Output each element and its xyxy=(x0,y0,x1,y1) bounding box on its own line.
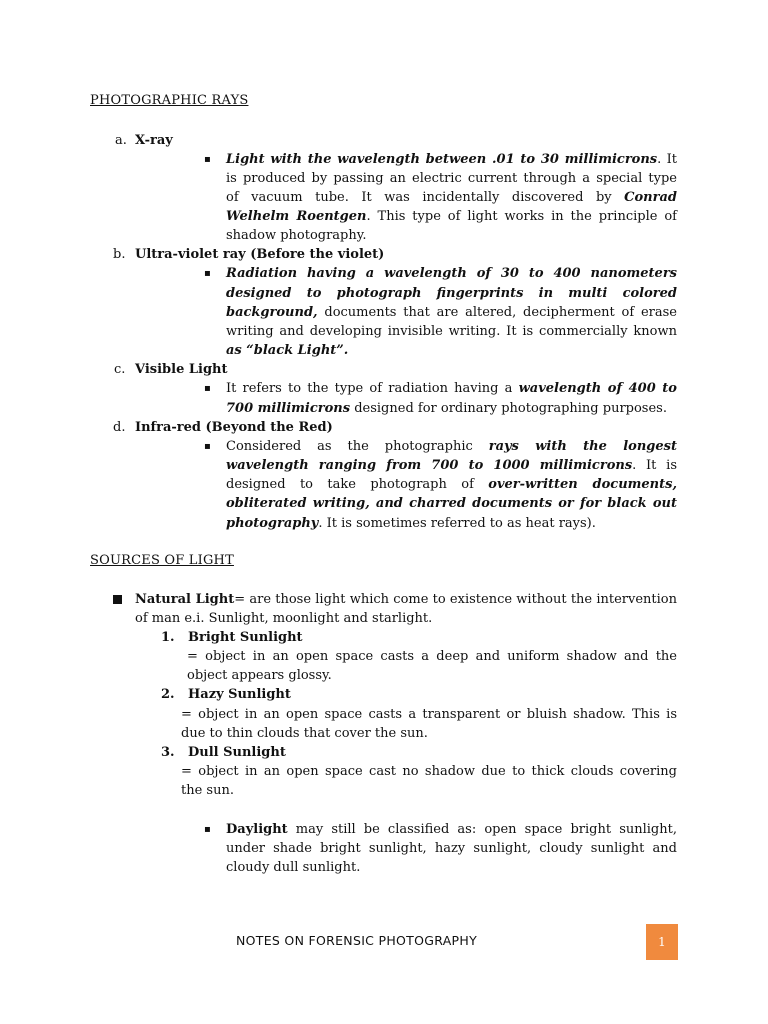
ultraviolet-line-4: writing and developing invisible writing. It is commercially known xyxy=(226,324,677,339)
section-heading-photographic-rays: PHOTOGRAPHIC RAYS xyxy=(90,93,249,108)
bright-sunlight-line-2: object appears glossy. xyxy=(187,668,332,683)
daylight-line-3: cloudy dull sunlight. xyxy=(226,860,361,875)
bullet-icon: ▪ xyxy=(204,268,211,279)
daylight-line-2: under shade bright sunlight, hazy sunlight, cloudy sunlight and xyxy=(226,841,677,856)
page-number-badge: 1 xyxy=(646,924,678,960)
bright-sunlight-title: Bright Sunlight xyxy=(188,630,303,645)
footer-title: NOTES ON FORENSIC PHOTOGRAPHY xyxy=(236,933,478,948)
hazy-sunlight-line-2: due to thin clouds that cover the sun. xyxy=(181,726,428,741)
daylight-line-1: Daylight may still be classified as: open space bright sunlight, xyxy=(226,822,677,837)
list-label-a: a. xyxy=(115,133,127,148)
xray-line-3: of vacuum tube. It was incidentally discovered by Conrad xyxy=(226,190,677,205)
infrared-line-3: designed to take photograph of over-written documents, xyxy=(226,477,677,492)
item-number-1: 1. xyxy=(161,630,175,645)
xray-title: X-ray xyxy=(135,133,173,148)
bullet-icon: ▪ xyxy=(204,824,211,835)
visible-light-title: Visible Light xyxy=(135,362,228,377)
ultraviolet-line-2: designed to photograph fingerprints in multi colored xyxy=(226,286,677,301)
ultraviolet-line-5: as “black Light”. xyxy=(226,343,349,358)
natural-light-line-2: of man e.i. Sunlight, moonlight and starlight. xyxy=(135,611,433,626)
list-label-d: d. xyxy=(113,420,126,435)
infrared-line-5: photography. It is sometimes referred to as heat rays). xyxy=(226,516,596,531)
xray-line-5: shadow photography. xyxy=(226,228,367,243)
item-number-2: 2. xyxy=(161,687,175,702)
dull-sunlight-line-2: the sun. xyxy=(181,783,234,798)
section-heading-sources-of-light: SOURCES OF LIGHT xyxy=(90,553,234,568)
natural-light-line-1: Natural Light= are those light which come to existence without the intervention xyxy=(135,592,677,607)
xray-line-4: Welhelm Roentgen. This type of light works in the principle of xyxy=(226,209,677,224)
infrared-title: Infra-red (Beyond the Red) xyxy=(135,420,333,435)
list-label-b: b. xyxy=(113,247,126,262)
ultraviolet-line-1: Radiation having a wavelength of 30 to 400 nanometers xyxy=(226,266,677,281)
hazy-sunlight-title: Hazy Sunlight xyxy=(188,687,291,702)
visible-light-line-2: 700 millimicrons designed for ordinary photographing purposes. xyxy=(226,401,667,416)
list-label-c: c. xyxy=(114,362,126,377)
bullet-icon: ▪ xyxy=(204,383,211,394)
infrared-line-2: wavelength ranging from 700 to 1000 millimicrons. It is xyxy=(226,458,677,473)
square-bullet-icon xyxy=(113,595,122,604)
xray-line-2: is produced by passing an electric current through a special type xyxy=(226,171,677,186)
infrared-line-4: obliterated writing, and charred documents or for black out xyxy=(226,496,677,511)
ultraviolet-line-3: background, documents that are altered, decipherment of erase xyxy=(226,305,677,320)
dull-sunlight-line-1: = object in an open space cast no shadow due to thick clouds covering xyxy=(181,764,677,779)
visible-light-line-1: It refers to the type of radiation having a wavelength of 400 to xyxy=(226,381,677,396)
item-number-3: 3. xyxy=(161,745,175,760)
infrared-line-1: Considered as the photographic rays with the longest xyxy=(226,439,677,454)
bright-sunlight-line-1: = object in an open space casts a deep and uniform shadow and the xyxy=(187,649,677,664)
xray-line-1: Light with the wavelength between .01 to 30 millimicrons. It xyxy=(226,152,677,167)
ultraviolet-title: Ultra-violet ray (Before the violet) xyxy=(135,247,385,262)
bullet-icon: ▪ xyxy=(204,441,211,452)
hazy-sunlight-line-1: = object in an open space casts a transparent or bluish shadow. This is xyxy=(181,707,677,722)
dull-sunlight-title: Dull Sunlight xyxy=(188,745,286,760)
bullet-icon: ▪ xyxy=(204,154,211,165)
